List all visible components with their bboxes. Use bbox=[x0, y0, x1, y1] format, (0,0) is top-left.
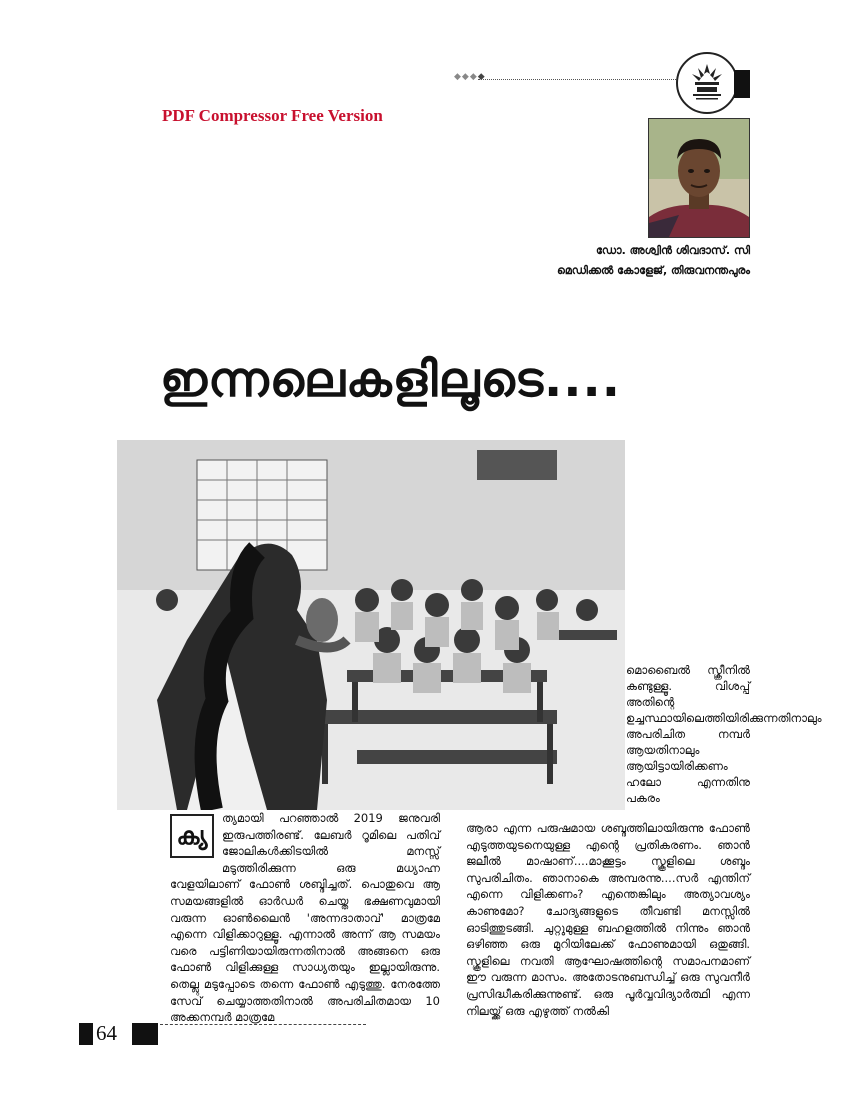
magazine-emblem-icon bbox=[676, 52, 738, 114]
article-column-left bbox=[170, 810, 440, 1026]
dropcap: ക്യ bbox=[170, 814, 214, 858]
article-column-right bbox=[466, 820, 750, 1019]
header-diamonds: ◆◆◆◆ bbox=[454, 72, 486, 82]
right-column-paragraph: ആരാ എന്ന പരുഷമായ ശബ്ദത്തിലായിരുന്നു ഫോൺ എടുത്തയുടനെയുള്ള എന്റെ പ്രതികരണം. ഞാൻ ജലീൽ മാഷാണ്....മാക്കൂട്ടം സ്കൂളിലെ ശബ്ദം സുപരിചിതം. ഞാനാകെ അമ്പരന്നു....സർ എന്തിന് എന്നെ വിളിക്കണം? എന്തെങ്കിലും അത്യാവശ്യം കാണുമോ? ചോദ്യങ്ങളുടെ തീവണ്ടി മനസ്സിൽ ഓടിത്തുടങ്ങി. ചുറ്റുമുള്ള ബഹളത്തിൽ നിന്നും ഞാൻ ഒഴിഞ്ഞ ഒരു മുറിയിലേക്ക് ഫോണുമായി ഒതുങ്ങി. സ്കൂളിലെ നവതി ആഘോഷത്തിന്റെ സമാപനമാണ് ഈ വരുന്ന മാസം. അതോടനുബന്ധിച്ച് ഒരു സുവനീർ പ്രസിദ്ധീകരിക്കുന്നുണ്ട്. ഒരു പൂർവ്വവിദ്യാർത്ഥി എന്ന നിലയ്ക്ക് ഒരു എഴുത്ത് നൽകി bbox=[466, 821, 750, 1018]
author-affiliation: മെഡിക്കൽ കോളേജ്, തിരുവനന്തപുരം bbox=[557, 264, 750, 277]
author-portrait-photo bbox=[648, 118, 750, 238]
side-paragraph: മൊബൈൽ സ്ക്രീനിൽ കണ്ടുള്ളൂ. വിശപ്പ് അതിന്റെ ഉച്ചസ്ഥായിലെത്തിയിരിക്കുന്നതിനാലും അപരിചിത നമ്പർ ആയതിനാലും ആയിട്ടായിരിക്കണം ഹലോ എന്നതിനു പകരം bbox=[626, 663, 822, 805]
page-number: 64 bbox=[96, 1021, 117, 1045]
footer-bar-left bbox=[79, 1023, 93, 1045]
footer-bar-right bbox=[132, 1023, 158, 1045]
left-column-paragraph: ത്യമായി പറഞ്ഞാൽ 2019 ജനുവരി ഇരുപത്തിരണ്ട്. ലേബർ റൂമിലെ പതിവ് ജോലികൾക്കിടയിൽ മനസ്സ് മടുത്തിരിക്കുന്ന ഒരു മധ്യാഹ്ന വേളയിലാണ് ഫോൺ ശബ്ദിച്ചത്. പൊതുവെ ആ സമയങ്ങളിൽ ഓർഡർ ചെയ്ത ഭക്ഷണവുമായി വരുന്ന ഓൺലൈൻ 'അന്നദാതാവ്' മാത്രമേ എന്നെ വിളിക്കാറുള്ളൂ. എന്നാൽ അന്ന് ആ സമയം വരെ പട്ടിണിയായിരുന്നതിനാൽ അങ്ങനെ ഒരു ഫോൺ വിളിക്കുള്ള സാധ്യതയും ഇല്ലായിരുന്നു. തെല്ലു മടുപ്പോടെ തന്നെ ഫോൺ എടുത്തു. നേരത്തേ സേവ് ചെയ്യാത്തതിനാൽ അപരിചിതമായ 10 അക്കനമ്പർ മാത്രമേ bbox=[170, 811, 440, 1025]
article-title: ഇന്നലെകളിലൂടെ.... bbox=[160, 352, 621, 408]
author-name: ഡോ. അശ്വിൻ ശിവദാസ്. സി bbox=[595, 244, 750, 257]
watermark-text: PDF Compressor Free Version bbox=[162, 106, 383, 125]
classroom-teacher-students-photo bbox=[117, 440, 625, 810]
header-black-tab bbox=[734, 70, 750, 98]
header-dotted-rule bbox=[478, 79, 676, 80]
article-side-text bbox=[626, 662, 822, 806]
footer-dashed-rule bbox=[160, 1024, 366, 1025]
